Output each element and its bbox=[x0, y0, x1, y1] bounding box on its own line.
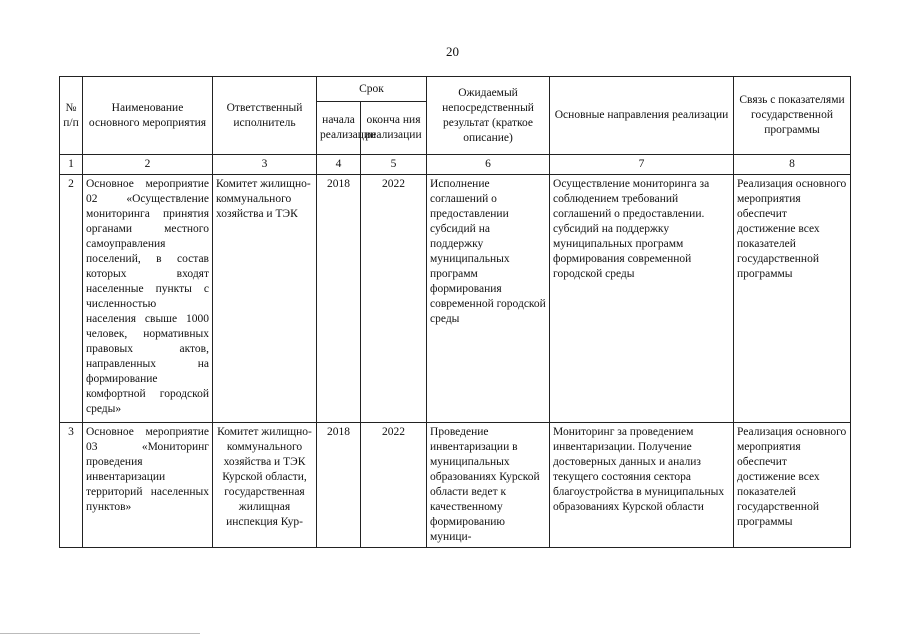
column-number: 4 bbox=[317, 155, 361, 175]
column-number: 5 bbox=[361, 155, 427, 175]
executor: Комитет жилищно-коммунального хозяйства и ТЭК Курской области, государственная жилищная инспекция Кур- bbox=[213, 423, 317, 548]
column-number: 2 bbox=[83, 155, 213, 175]
start-year: 2018 bbox=[317, 175, 361, 423]
row-number: 3 bbox=[60, 423, 83, 548]
directions: Мониторинг за проведением инвентаризации. Получение достоверных данных и анализ текущего состояния сектора благоустройства в муниципальных образованиях Курской области bbox=[550, 423, 734, 548]
table-row bbox=[60, 423, 851, 548]
header-end: оконча ния реализации bbox=[361, 102, 427, 155]
program-link: Реализация основного мероприятия обеспечит достижение всех показателей государственной программы bbox=[734, 175, 851, 423]
column-number: 7 bbox=[550, 155, 734, 175]
header-directions: Основные направления реализации bbox=[550, 77, 734, 155]
measure-name: Основное мероприятие 02 «Осуществление мониторинга принятия органами местного самоуправления поселений, в состав которых входят населенные пункты с численностью населения свыше 1000 человек, нормативных правовых актов, направленных на формирование комфортной городской среды» bbox=[83, 175, 213, 423]
expected-result: Исполнение соглашений о предоставлении субсидий на поддержку муниципальных программ формирования современной городской среды bbox=[427, 175, 550, 423]
measures-table bbox=[59, 76, 851, 548]
program-link: Реализация основного мероприятия обеспечит достижение всех показателей государственной программы bbox=[734, 423, 851, 548]
column-number: 8 bbox=[734, 155, 851, 175]
page-number: 20 bbox=[446, 44, 459, 59]
end-year: 2022 bbox=[361, 423, 427, 548]
header-expected-result: Ожидаемый непосредственный результат (краткое описание) bbox=[427, 77, 550, 155]
header-term: Срок bbox=[317, 77, 427, 102]
header-number: № п/п bbox=[60, 77, 83, 155]
column-number: 6 bbox=[427, 155, 550, 175]
end-year: 2022 bbox=[361, 175, 427, 423]
scan-edge-line bbox=[0, 633, 200, 634]
start-year: 2018 bbox=[317, 423, 361, 548]
header-row-top bbox=[60, 77, 851, 102]
expected-result: Проведение инвентаризации в муниципальных образованиях Курской области ведет к качественному формированию муници- bbox=[427, 423, 550, 548]
measure-name: Основное мероприятие 03 «Мониторинг проведения инвентаризации территорий населенных пунктов» bbox=[83, 423, 213, 548]
directions: Осуществление мониторинга за соблюдением требований соглашений о предоставлении. субсидий на поддержку муниципальных программ формирования современной городской среды bbox=[550, 175, 734, 423]
header-executor: Ответственный исполнитель bbox=[213, 77, 317, 155]
column-number: 3 bbox=[213, 155, 317, 175]
executor: Комитет жилищно-коммунального хозяйства и ТЭК bbox=[213, 175, 317, 423]
column-number: 1 bbox=[60, 155, 83, 175]
header-start: начала реализации bbox=[317, 102, 361, 155]
row-number: 2 bbox=[60, 175, 83, 423]
column-number-row bbox=[60, 155, 851, 175]
header-measure-name: Наименование основного мероприятия bbox=[83, 77, 213, 155]
table-row bbox=[60, 175, 851, 423]
header-program-link: Связь с показателями государственной программы bbox=[734, 77, 851, 155]
